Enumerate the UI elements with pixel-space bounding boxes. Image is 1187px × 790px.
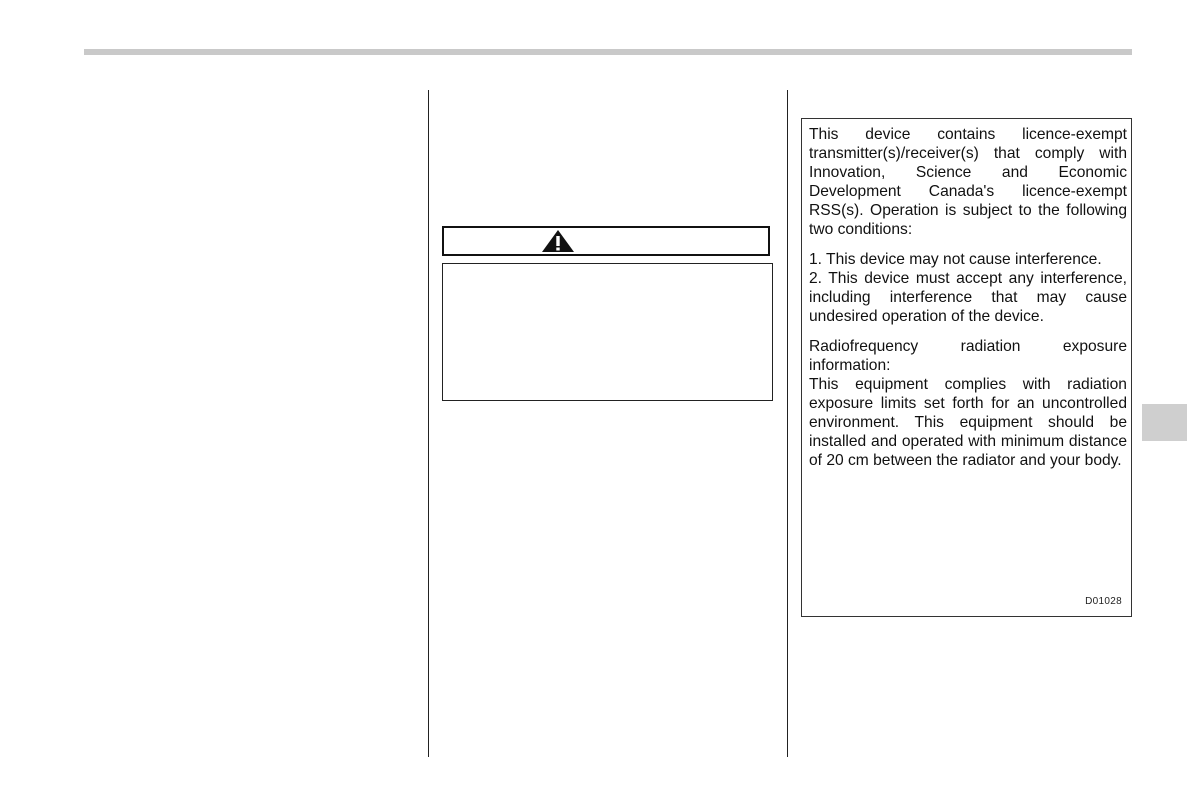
chapter-tab [1142,404,1187,441]
label-rf-heading: Radiofrequency radiation exposure information: [809,338,1127,374]
label-rf-body: This equipment complies with radiation exposure limits set forth for an uncontrolled environment. This equipment should be installed and operated with minimum distance of 20 cm between the radiator and your body. [809,376,1127,469]
warning-triangle-icon [540,228,576,254]
label-paragraph-intro: This device contains licence-exempt transmitter(s)/receiver(s) that comply with Innovation, Science and Economic Development Canada's licence-exempt RSS(s). Operation is subject to the following two conditions: [809,126,1127,238]
column-divider-right [787,90,788,757]
compliance-label-figure [801,118,1132,617]
page-header-bar [84,49,1132,55]
label-condition-2: 2. This device must accept any interference, including interference that may cause undesired operation of the device. [809,270,1127,325]
column-divider-left [428,90,429,757]
figure-id: D01028 [1085,596,1122,607]
warning-header [442,226,770,256]
warning-body-box [442,263,773,401]
label-condition-1: 1. This device may not cause interference. [809,251,1102,268]
compliance-label-text [809,125,1127,470]
